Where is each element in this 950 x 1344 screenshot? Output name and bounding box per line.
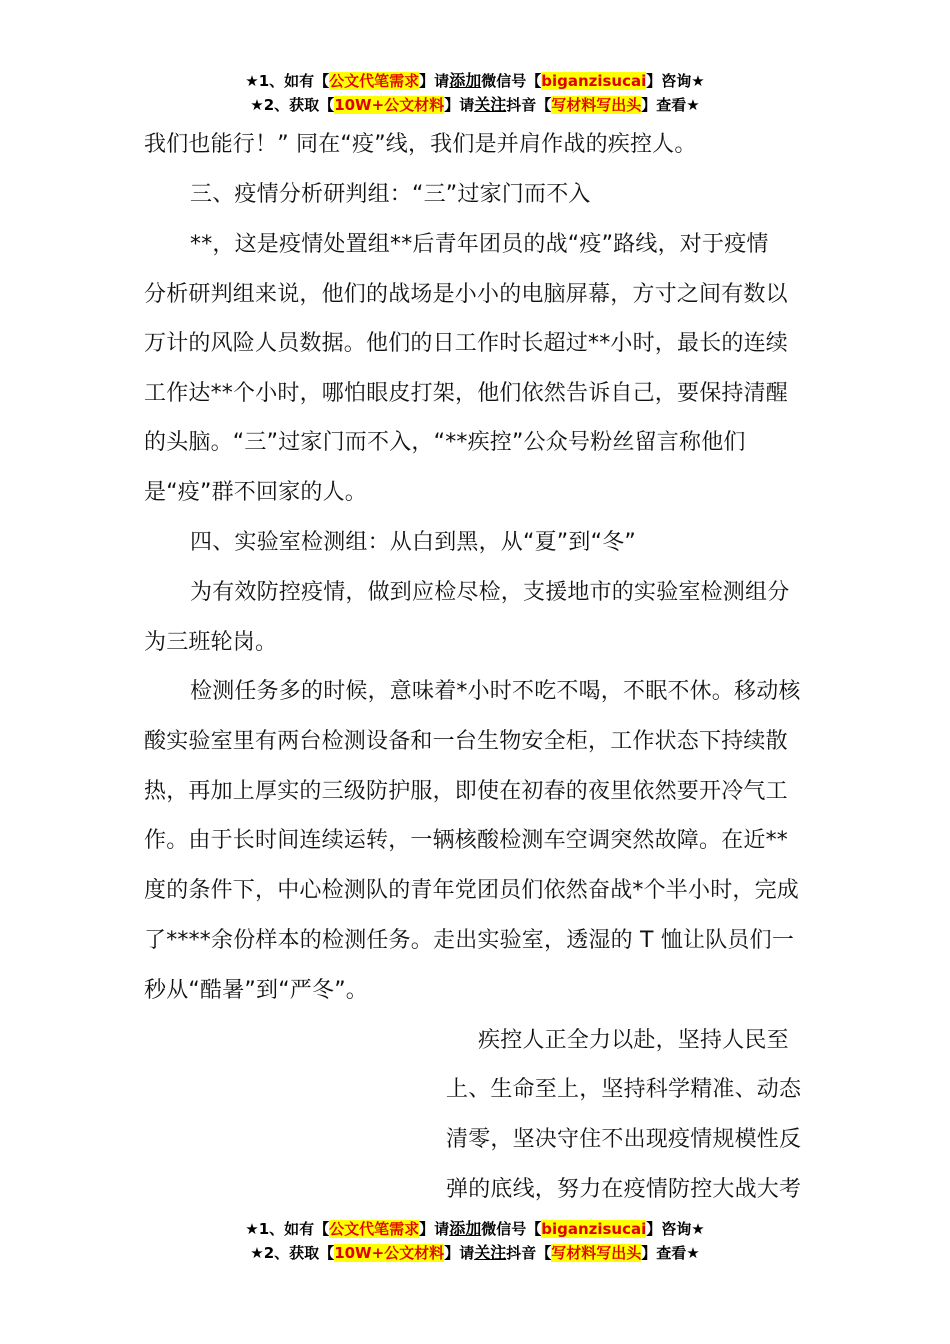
banner-highlight: 10W+公文材料 bbox=[334, 96, 445, 114]
banner-text: 】请 bbox=[444, 1244, 475, 1262]
banner-text: ★1、如有【 bbox=[245, 72, 330, 90]
banner-highlight: 10W+公文材料 bbox=[334, 1244, 445, 1262]
banner-highlight: biganzisucai bbox=[541, 1220, 647, 1238]
banner-line-2 bbox=[0, 1242, 950, 1264]
body-line: 度的条件下，中心检测队的青年党团员们依然奋战*个半小时，完成 bbox=[144, 878, 800, 903]
banner-text: 】查看★ bbox=[641, 1244, 700, 1262]
banner-underlined: 添加 bbox=[449, 1219, 482, 1238]
banner-text: 微信号【 bbox=[481, 1220, 542, 1238]
banner-text: 】查看★ bbox=[641, 96, 700, 114]
banner-text: 抖音【 bbox=[506, 96, 552, 114]
banner-line-2 bbox=[0, 94, 950, 116]
body-line: 为有效防控疫情，做到应检尽检，支援地市的实验室检测组分 bbox=[190, 580, 790, 605]
banner-text: 】咨询★ bbox=[646, 72, 705, 90]
body-line: 万计的风险人员数据。他们的日工作时长超过**小时，最长的连续 bbox=[144, 331, 789, 356]
body-line: 分析研判组来说，他们的战场是小小的电脑屏幕，方寸之间有数以 bbox=[144, 282, 788, 307]
banner-text: 抖音【 bbox=[506, 1244, 552, 1262]
banner-text: 微信号【 bbox=[481, 72, 542, 90]
body-line: 秒从“酷暑”到“严冬”。 bbox=[144, 978, 368, 1003]
banner-highlight: 公文代笔需求 bbox=[329, 1220, 420, 1238]
banner-underlined: 关注 bbox=[474, 95, 507, 114]
banner-highlight: 公文代笔需求 bbox=[329, 72, 420, 90]
right-block-line: 弹的底线，努力在疫情防控大战大考 bbox=[446, 1177, 802, 1202]
body-line: 是“疫”群不回家的人。 bbox=[144, 480, 367, 505]
section-heading: 四、实验室检测组：从白到黑，从“夏”到“冬” bbox=[190, 530, 636, 555]
banner-text: 】请 bbox=[444, 96, 475, 114]
body-line: **，这是疫情处置组**后青年团员的战“疫”路线，对于疫情 bbox=[190, 232, 769, 257]
body-line: 酸实验室里有两台检测设备和一台生物安全柜，工作状态下持续散 bbox=[144, 729, 788, 754]
banner-text: ★2、获取【 bbox=[250, 96, 335, 114]
banner-text: 】请 bbox=[419, 72, 450, 90]
banner-text: 】咨询★ bbox=[646, 1220, 705, 1238]
banner-underlined: 关注 bbox=[474, 1243, 507, 1262]
body-line: 作。由于长时间连续运转，一辆核酸检测车空调突然故障。在近** bbox=[144, 828, 789, 853]
banner-text: ★1、如有【 bbox=[245, 1220, 330, 1238]
right-block-line: 上、生命至上，坚持科学精准、动态 bbox=[446, 1077, 802, 1102]
banner-line-1 bbox=[0, 70, 950, 92]
body-line: 的头脑。“三”过家门而不入，“**疾控”公众号粉丝留言称他们 bbox=[144, 430, 746, 455]
section-heading: 三、疫情分析研判组：“三”过家门而不入 bbox=[190, 182, 591, 207]
banner-highlight: 写材料写出头 bbox=[551, 1244, 642, 1262]
banner-underlined: 添加 bbox=[449, 71, 482, 90]
banner-text: ★2、获取【 bbox=[250, 1244, 335, 1262]
right-block-line: 清零，坚决守住不出现疫情规模性反 bbox=[446, 1127, 802, 1152]
body-line: 热，再加上厚实的三级防护服，即使在初春的夜里依然要开冷气工 bbox=[144, 779, 788, 804]
banner-text: 】请 bbox=[419, 1220, 450, 1238]
body-line: 工作达**个小时，哪怕眼皮打架，他们依然告诉自己，要保持清醒 bbox=[144, 381, 789, 406]
body-line: 了****余份样本的检测任务。走出实验室，透湿的 T 恤让队员们一 bbox=[144, 928, 795, 953]
banner-highlight: 写材料写出头 bbox=[551, 96, 642, 114]
body-line: 我们也能行！” 同在“疫”线，我们是并肩作战的疾控人。 bbox=[144, 132, 697, 157]
banner-line-1 bbox=[0, 1218, 950, 1240]
banner-highlight: biganzisucai bbox=[541, 72, 647, 90]
body-line: 检测任务多的时候，意味着*小时不吃不喝，不眠不休。移动核 bbox=[190, 679, 801, 704]
right-block-line: 疾控人正全力以赴，坚持人民至 bbox=[478, 1028, 789, 1053]
body-line: 为三班轮岗。 bbox=[144, 630, 278, 655]
